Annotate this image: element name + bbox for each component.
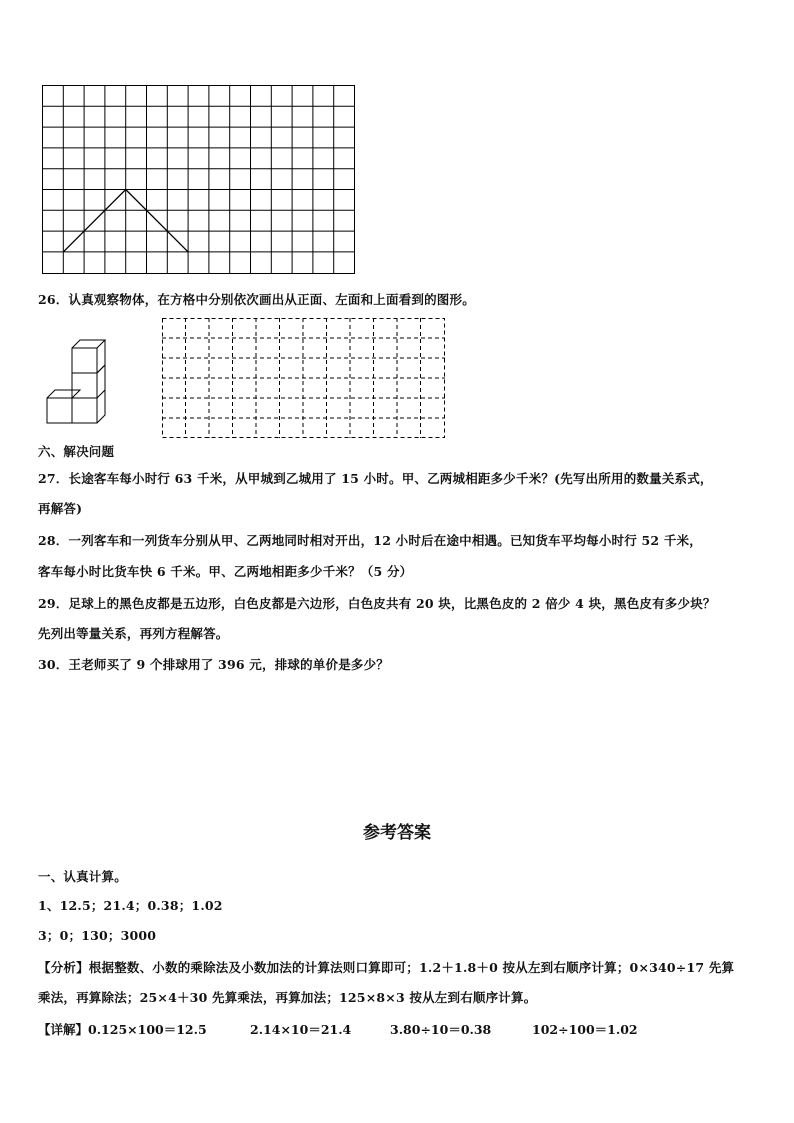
detail-2: 2.14×10＝21.4 (250, 1022, 352, 1037)
answer-2: 3；0；130；3000 (38, 928, 157, 943)
question-26: 26．认真观察物体，在方格中分别依次画出从正面、左面和上面看到的图形。 (38, 292, 475, 307)
question-27-line2: 再解答) (38, 501, 83, 516)
question-30: 30．王老师买了 9 个排球用了 396 元，排球的单价是多少？ (38, 657, 389, 672)
answer-1: 1、12.5；21.4；0.38；1.02 (38, 898, 223, 913)
question-29-line2: 先列出等量关系，再列方程解答。 (38, 626, 229, 641)
dashed-drawing-grid (162, 318, 447, 440)
question-28-line1: 28．一列客车和一列货车分别从甲、乙两地同时相对开出，12 小时后在途中相遇。已知货车平均每小时行 52 千米， (38, 533, 702, 548)
analysis-line2: 乘法，再算除法；25×4＋30 先算乘法，再算加法；125×8×3 按从左到右顺序计算。 (38, 990, 537, 1005)
detail-1: 【详解】0.125×100＝12.5 (38, 1022, 207, 1037)
analysis-line1: 【分析】根据整数、小数的乘除法及小数加法的计算法则口算即可；1.2＋1.8＋0 按从左到右顺序计算；0×340÷17 先算 (38, 960, 735, 975)
question-29-line1: 29．足球上的黑色皮都是五边形，白色皮都是六边形，白色皮共有 20 块，比黑色皮的 2 倍少 4 块，黑色皮有多少块？ (38, 596, 716, 611)
question-27-line1: 27．长途客车每小时行 63 千米，从甲城到乙城用了 15 小时。甲、乙两城相距多少千米？(先写出所用的数量关系式， (38, 471, 713, 486)
answers-section-1: 一、认真计算。 (38, 869, 127, 884)
question-28-line2: 客车每小时比货车快 6 千米。甲、乙两地相距多少千米？（5 分） (38, 564, 413, 579)
answers-title: 参考答案 (363, 823, 431, 843)
detail-4: 102÷100＝1.02 (532, 1022, 638, 1037)
detail-3: 3.80÷10＝0.38 (390, 1022, 492, 1037)
drawing-grid (42, 85, 356, 275)
cube-stack-figure (45, 334, 117, 426)
section-6-heading: 六、解决问题 (38, 444, 115, 459)
